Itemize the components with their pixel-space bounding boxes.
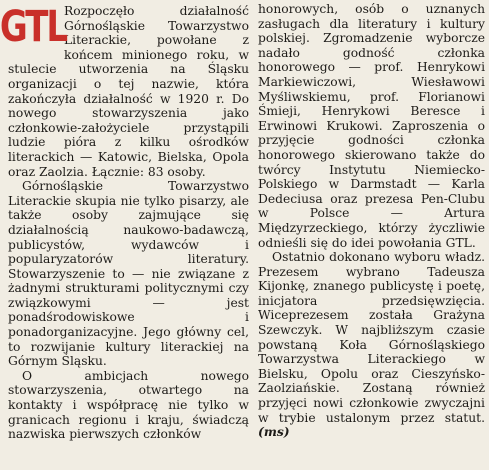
paragraph-elections xyxy=(258,250,485,440)
paragraph-elections-text: Ostatnio dokonano wyboru władz. Prezesem wybrano Tadeusza Kijonkę, znanego publicystę i poetę, inicjatora przedsięwzięcia. Wiceprezesem została Grażyna Szewczyk. W najbliższym czasie powstaną Koła Górnośląskiego Towarzystwa Literackiego w Bielsku, Opolu oraz Cieszyńsko-Zaolziańskie. Zostaną również przyjęci nowi członkowie zwyczajni w trybie ustalonym przez statut. xyxy=(258,250,485,425)
paragraph-honorary: honorowych, osób o uznanych zasługach dla literatury i kultury polskiej. Zgromadzenie wyborcze nadało godność członka honorowego — prof. Henrykowi Markiewiczowi, Wiesławowi Myśliwskiemu, prof. Florianowi Śmieji, Henrykowi Beresce i Erwinowi Krukowi. Zaproszenia o przyjęcie godności członka honorowego skierowano także do twórcy Instytutu Niemiecko-Polskiego w Darmstadt — Karla Dedeciusa oraz prezesa Pen-Clubu w Polsce — Artura Międzyrzeckiego, którzy życzliwie odnieśli się do idei powołania GTL. xyxy=(258,2,485,250)
paragraph-ambitions: O ambicjach nowego stowarzyszenia, otwartego na kontakty i współpracę nie tylko w granicach regionu i kraju, świadczą nazwiska pierwszych członków xyxy=(8,368,249,442)
author-signature: (ms) xyxy=(258,424,290,440)
paragraph-intro: Rozpoczęło działalność Górnośląskie Towarzystwo Literackie, powołane z końcem minionego roku, w stulecie utworzenia na Śląsku organizacji o tej nazwie, która zakończyła działalność w 1920 r. Do nowego stowarzyszenia jako członkowie-założyciele przystąpili ludzie pióra z kilku ośrodków literackich — Katowic, Bielska, Opola oraz Zaolzia. Łącznie: 83 osoby. xyxy=(8,4,249,179)
left-column xyxy=(0,2,249,442)
right-column xyxy=(258,2,485,440)
paragraph-members: Górnośląskie Towarzystwo Literackie skupia nie tylko pisarzy, ale także osoby zajmujące się działalnością naukowo-badawczą, publicystów, wydawców i popularyzatorów literatury. Stowarzyszenie to — nie związane z żadnymi strukturami politycznymi czy związkowymi — jest ponadśrodowiskowe i ponadorganizacyjne. Jego główny cel, to rozwijanie kultury literackiej na Górnym Śląsku. xyxy=(8,179,249,369)
gtl-logo: GTL xyxy=(0,2,67,52)
